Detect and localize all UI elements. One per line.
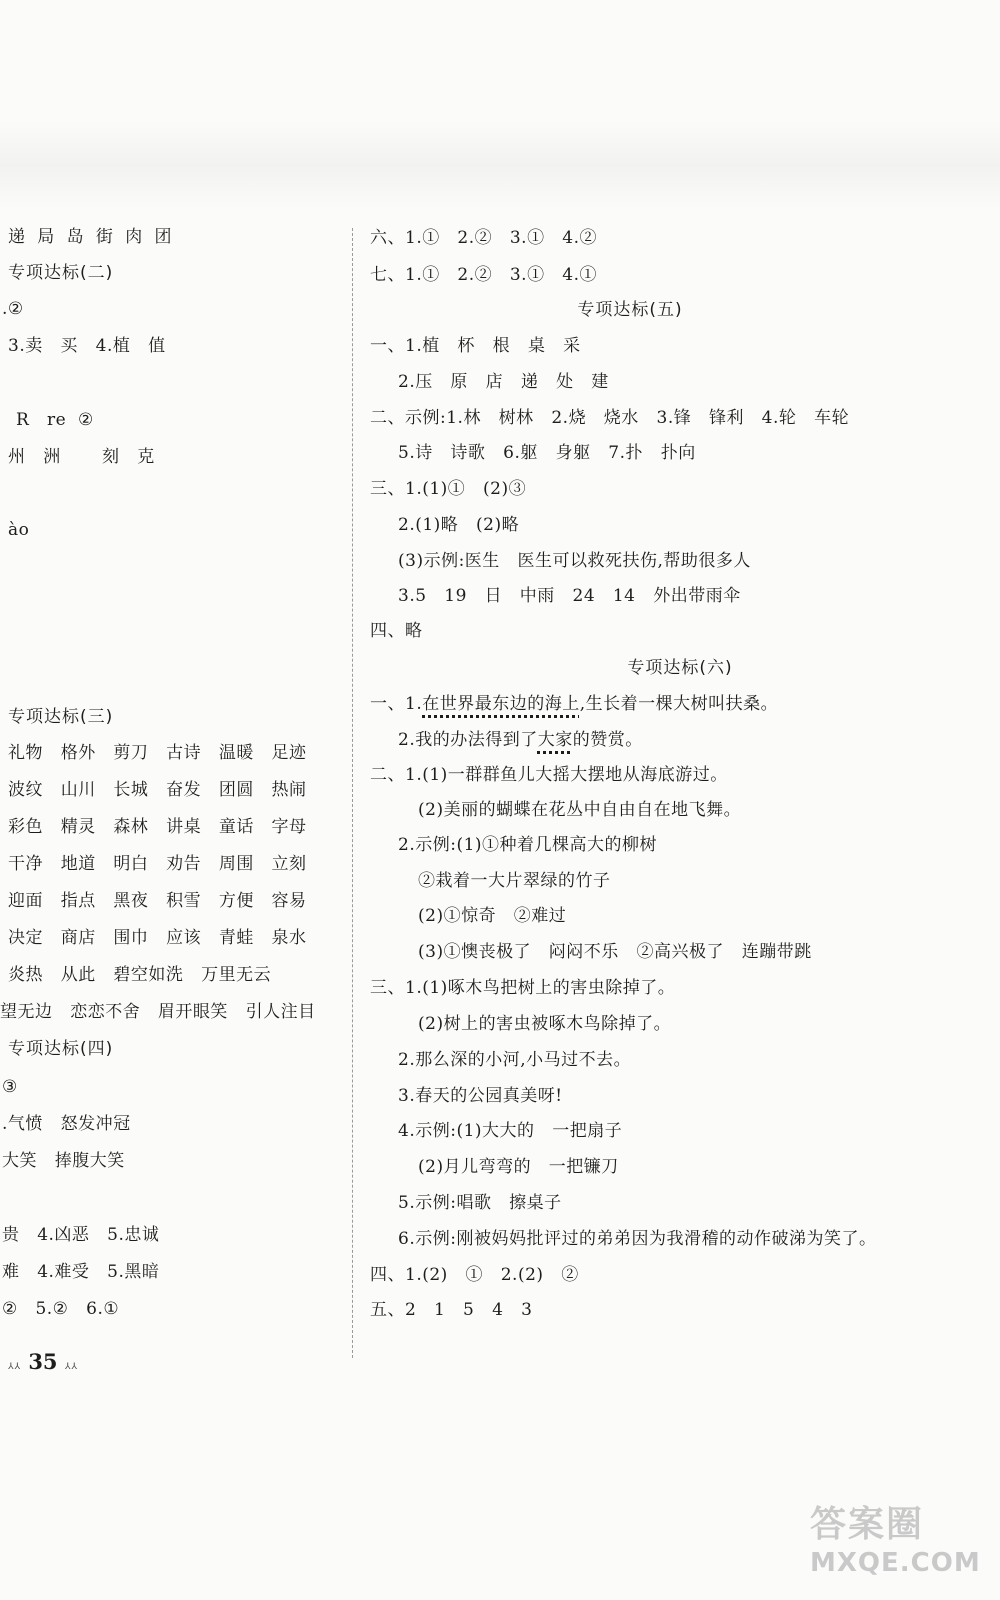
answer-line: ② 5.② 6.① (2, 1299, 120, 1319)
answer-line: 二、1.(1)一群群鱼儿大摇大摆地从海底游过。 (370, 765, 728, 785)
answer-line: 干净 地道 明白 劝告 周围 立刻 (8, 854, 307, 874)
answer-line: .② (2, 299, 24, 319)
answer-line: 一、1.植 杯 根 桌 采 (370, 336, 581, 356)
answer-line: 六、1.① 2.② 3.① 4.② (370, 228, 598, 248)
item-number: 一、1. (370, 694, 423, 714)
section-heading: 专项达标(五) (577, 300, 683, 320)
answer-line: 四、略 (370, 621, 423, 641)
emphasized-phrase: 在世界最东边的海上 (422, 694, 580, 714)
answer-line: 七、1.① 2.② 3.① 4.① (370, 265, 598, 285)
answer-line: 迎面 指点 黑夜 积雪 方便 容易 (8, 891, 307, 911)
page-number-ornament-left: ⅄⅄ (8, 1362, 21, 1372)
answer-line: 三、1.(1)① (2)③ (370, 479, 527, 499)
answer-line: 波纹 山川 长城 奋发 团圆 热闹 (8, 780, 307, 800)
watermark-logo-text: 答案圈 (810, 1504, 925, 1545)
section-heading: 专项达标(三) (8, 707, 114, 727)
answer-line: (2)美丽的蝴蝶在花丛中自由自在地飞舞。 (418, 800, 742, 820)
answer-line: (3)①懊丧极了 闷闷不乐 ②高兴极了 连蹦带跳 (418, 942, 812, 962)
section-heading: 专项达标(六) (627, 658, 733, 678)
emphasized-phrase: 大家 (537, 730, 573, 750)
answer-line: 5.诗 诗歌 6.躯 身躯 7.扑 扑向 (398, 443, 696, 463)
answer-line: ③ (2, 1077, 18, 1097)
answer-line: ào (8, 520, 30, 540)
answer-line (398, 729, 643, 751)
page-number-value: 35 (28, 1349, 58, 1374)
answer-line: 望无边 恋恋不舍 眉开眼笑 引人注目 (0, 1002, 316, 1022)
answer-line: 4.示例:(1)大大的 一把扇子 (398, 1121, 623, 1141)
answer-line: R re ② (16, 410, 94, 430)
answer-line: ②栽着一大片翠绿的竹子 (418, 871, 611, 891)
answer-line: 彩色 精灵 森林 讲桌 童话 字母 (8, 817, 307, 837)
watermark-logo (808, 1496, 981, 1588)
page-number-ornament-right: ⅄⅄ (64, 1362, 78, 1372)
answer-line: 三、1.(1)啄木鸟把树上的害虫除掉了。 (370, 978, 676, 998)
answer-line: 五、2 1 5 4 3 (370, 1300, 533, 1320)
answer-line: 3.春天的公园真美呀! (398, 1086, 563, 1106)
answer-line: 2.示例:(1)①种着几棵高大的柳树 (398, 835, 658, 855)
answer-line: 递 局 岛 街 肉 团 (8, 227, 173, 247)
answer-line: (2)树上的害虫被啄木鸟除掉了。 (418, 1014, 672, 1034)
answer-line: 二、示例:1.林 树林 2.烧 烧水 3.锋 锋利 4.轮 车轮 (370, 408, 850, 428)
answer-line: 礼物 格外 剪刀 古诗 温暖 足迹 (8, 743, 307, 763)
answer-line: .气愤 怒发冲冠 (2, 1114, 131, 1134)
answer-line: 难 4.难受 5.黑暗 (2, 1262, 160, 1282)
scan-shadow (0, 120, 1000, 210)
answer-line: 2.压 原 店 递 处 建 (398, 372, 609, 392)
answer-line: 大笑 捧腹大笑 (2, 1151, 125, 1171)
answer-line: 四、1.(2) ① 2.(2) ② (370, 1265, 579, 1285)
answer-line: 贵 4.凶恶 5.忠诚 (2, 1225, 160, 1245)
answer-line: 炎热 从此 碧空如洗 万里无云 (8, 965, 272, 985)
answer-line: (3)示例:医生 医生可以救死扶伤,帮助很多人 (398, 551, 751, 571)
answer-line: (2)①惊奇 ②难过 (418, 906, 567, 926)
answer-line: (2)月儿弯弯的 一把镰刀 (418, 1157, 619, 1177)
sentence-text: 的赞赏。 (572, 730, 643, 750)
answer-line: 2.(1)略 (2)略 (398, 515, 520, 535)
answer-line: 决定 商店 围巾 应该 青蛙 泉水 (8, 928, 307, 948)
answer-line: 6.示例:刚被妈妈批评过的弟弟因为我滑稽的动作破涕为笑了。 (398, 1229, 877, 1249)
answer-line: 州 洲 刻 克 (8, 447, 155, 467)
answer-line: 3.5 19 日 中雨 24 14 外出带雨伞 (398, 586, 741, 606)
sentence-text: ,生长着一棵大树叫扶桑。 (579, 694, 779, 714)
watermark-site-text: MXQE.COM (810, 1548, 981, 1578)
answer-line (370, 693, 778, 715)
answer-line: 5.示例:唱歌 擦桌子 (398, 1193, 562, 1213)
section-heading: 专项达标(二) (8, 263, 114, 283)
page-number (8, 1349, 78, 1374)
section-heading: 专项达标(四) (8, 1039, 114, 1059)
sentence-text: 2.我的办法得到了 (398, 730, 538, 750)
answer-line: 3.卖 买 4.植 值 (8, 336, 166, 356)
answer-line: 2.那么深的小河,小马过不去。 (398, 1050, 632, 1070)
column-divider (352, 228, 353, 1358)
